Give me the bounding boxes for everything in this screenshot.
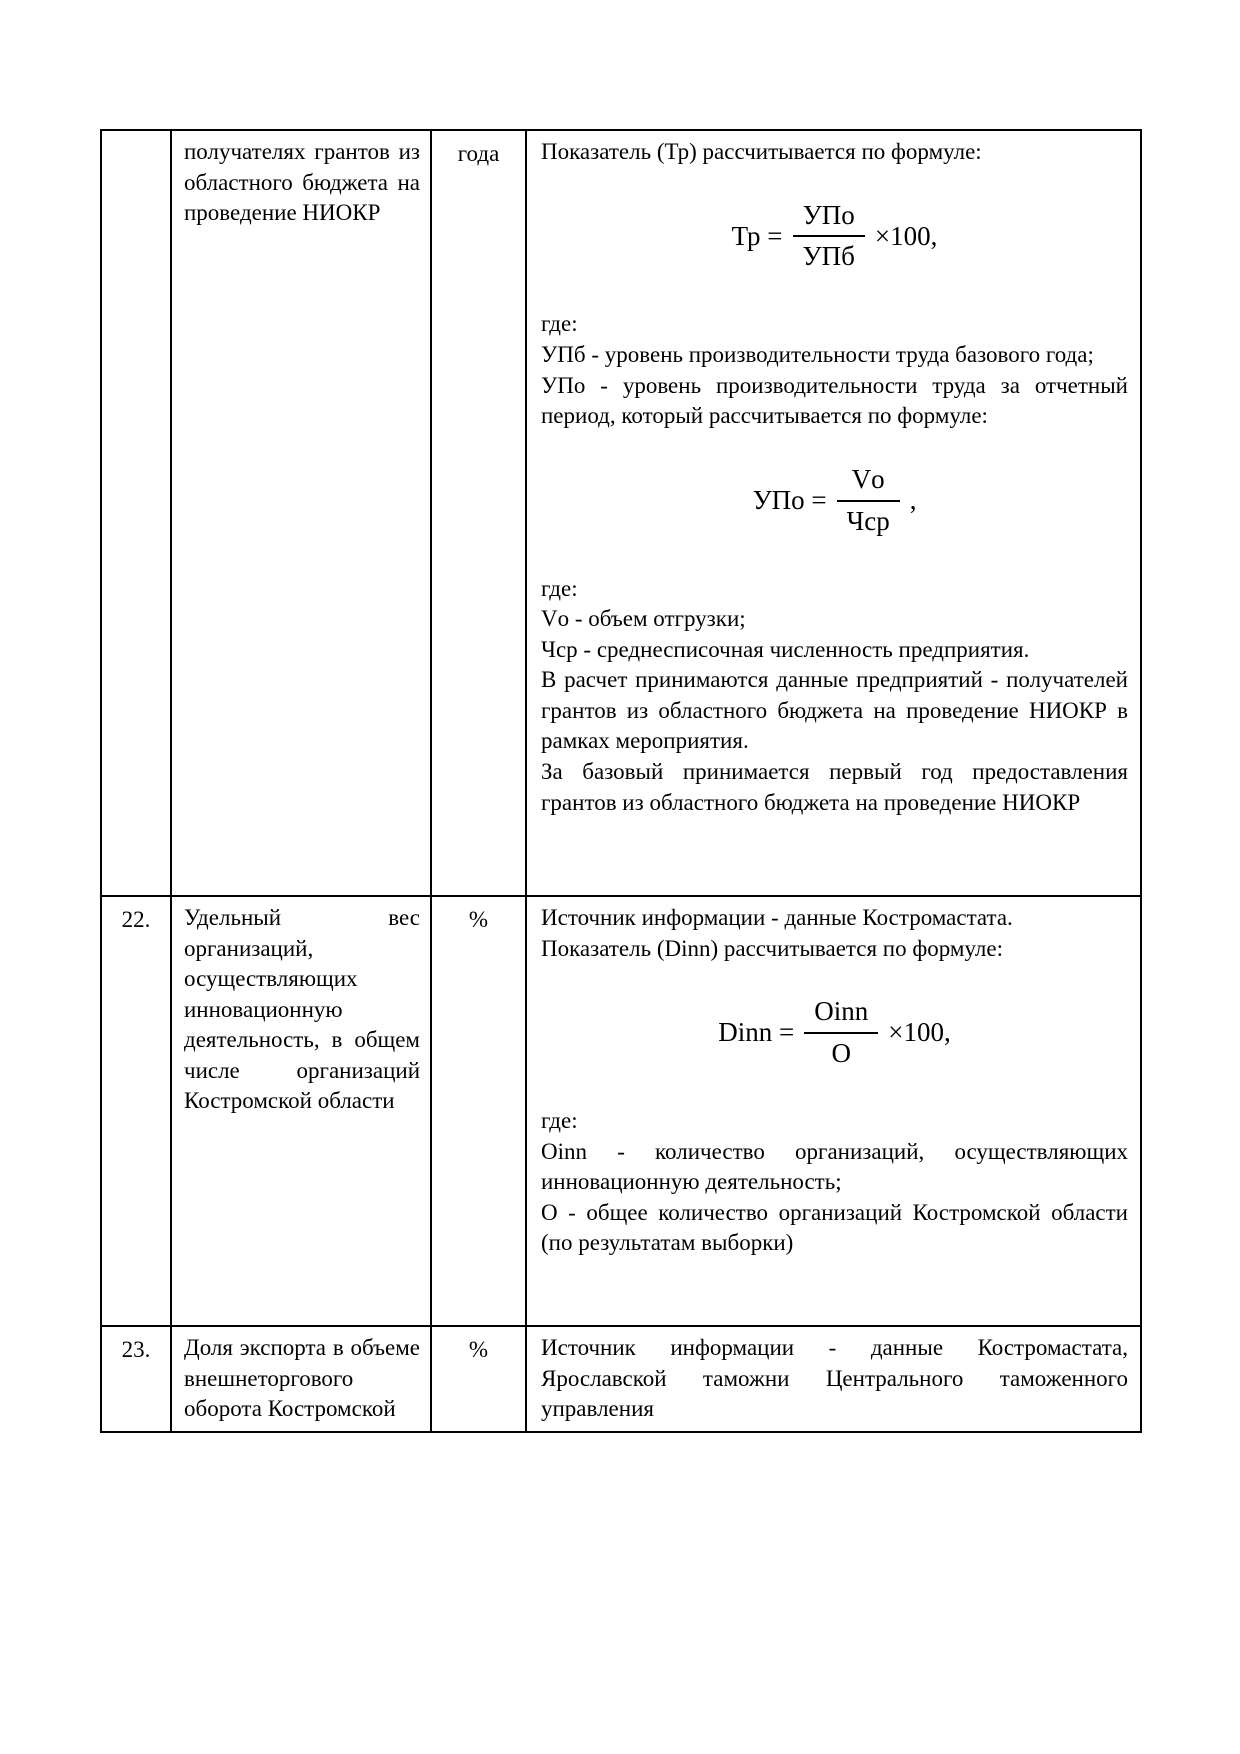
- fraction-numerator: УПо: [793, 198, 865, 238]
- paragraph-calc: В расчет принимаются данные предприятий - получателей грантов из областного бюджета на проведение НИОКР в рамках мероприятия.: [541, 667, 1128, 754]
- indicators-table: [100, 129, 1142, 1433]
- indicator-name: Удельный вес организаций, осуществляющих инновационную деятельность, в общем числе организаций Костромской области: [184, 905, 420, 1114]
- paragraph-intro: Показатель (Тр) рассчитывается по формуле:: [541, 139, 982, 164]
- unit-cell: [431, 130, 526, 896]
- row-number-cell: [101, 896, 171, 1326]
- paragraph-o: О - общее количество организаций Костромской области (по результатам выборки): [541, 1199, 1128, 1256]
- fraction-numerator: Oinn: [804, 994, 878, 1034]
- unit-label: %: [468, 1337, 489, 1362]
- formula-lhs: УПо =: [752, 484, 827, 515]
- paragraph-vo: Vо - объем отгрузки;: [541, 606, 746, 632]
- indicator-name-cell: [171, 896, 431, 1326]
- description-cell: [526, 896, 1141, 1326]
- paragraph-base: За базовый принимается первый год предоставления грантов из областного бюджета на проведение НИОКР: [541, 758, 1128, 815]
- unit-cell: [431, 1326, 526, 1432]
- table-row: [101, 896, 1141, 1326]
- unit-cell: [431, 896, 526, 1326]
- row-number-cell: [101, 130, 171, 896]
- paragraph-source: Источник информации - данные Костромастата, Ярославской таможни Центрального таможенного управления: [541, 1335, 1128, 1422]
- table-row: [101, 130, 1141, 896]
- fraction: [837, 462, 900, 540]
- paragraph-where: где:: [541, 311, 578, 337]
- fraction: [804, 994, 878, 1072]
- paragraph-where: где:: [541, 575, 578, 601]
- unit-label: года: [457, 141, 500, 166]
- formula-comma: ,: [909, 484, 917, 515]
- fraction-denominator: Чср: [846, 505, 890, 536]
- formula-dinn: [541, 996, 1128, 1074]
- paragraph-intro: Показатель (Dinn) рассчитывается по формуле:: [541, 935, 1004, 961]
- paragraph-upo: УПо - уровень производительности труда за отчетный период, который рассчитывается по формуле:: [541, 372, 1128, 429]
- paragraph-where: где:: [541, 1107, 578, 1133]
- description-cell: [526, 130, 1141, 896]
- paragraph-source: Источник информации - данные Костромастата.: [541, 905, 1013, 930]
- formula-lhs: Dinn =: [718, 1017, 795, 1048]
- formula-tr: [541, 200, 1128, 278]
- indicator-name-cell: [171, 1326, 431, 1432]
- row-number: 23.: [121, 1337, 151, 1362]
- fraction: [793, 198, 865, 276]
- unit-label: %: [468, 907, 489, 932]
- row-number-cell: [101, 1326, 171, 1432]
- indicator-name: получателях грантов из областного бюджета на проведение НИОКР: [184, 139, 420, 226]
- paragraph-chsr: Чср - среднесписочная численность предприятия.: [541, 636, 1030, 662]
- row-number: 22.: [121, 907, 151, 932]
- paragraph-oinn: Oinn - количество организаций, осуществляющих инновационную деятельность;: [541, 1138, 1128, 1195]
- formula-multiplier: ×100,: [874, 220, 938, 251]
- formula-upo: [541, 464, 1128, 542]
- fraction-denominator: О: [831, 1038, 851, 1069]
- fraction-denominator: УПб: [802, 241, 855, 272]
- indicator-name-cell: [171, 130, 431, 896]
- description-cell: [526, 1326, 1141, 1432]
- fraction-numerator: Vо: [837, 462, 900, 502]
- formula-multiplier: ×100,: [888, 1017, 951, 1048]
- formula-lhs: Тр =: [731, 220, 783, 251]
- table-row: [101, 1326, 1141, 1432]
- paragraph-upb: УПб - уровень производительности труда базового года;: [541, 341, 1094, 367]
- indicator-name: Доля экспорта в объеме внешнеторгового оборота Костромской: [184, 1335, 420, 1422]
